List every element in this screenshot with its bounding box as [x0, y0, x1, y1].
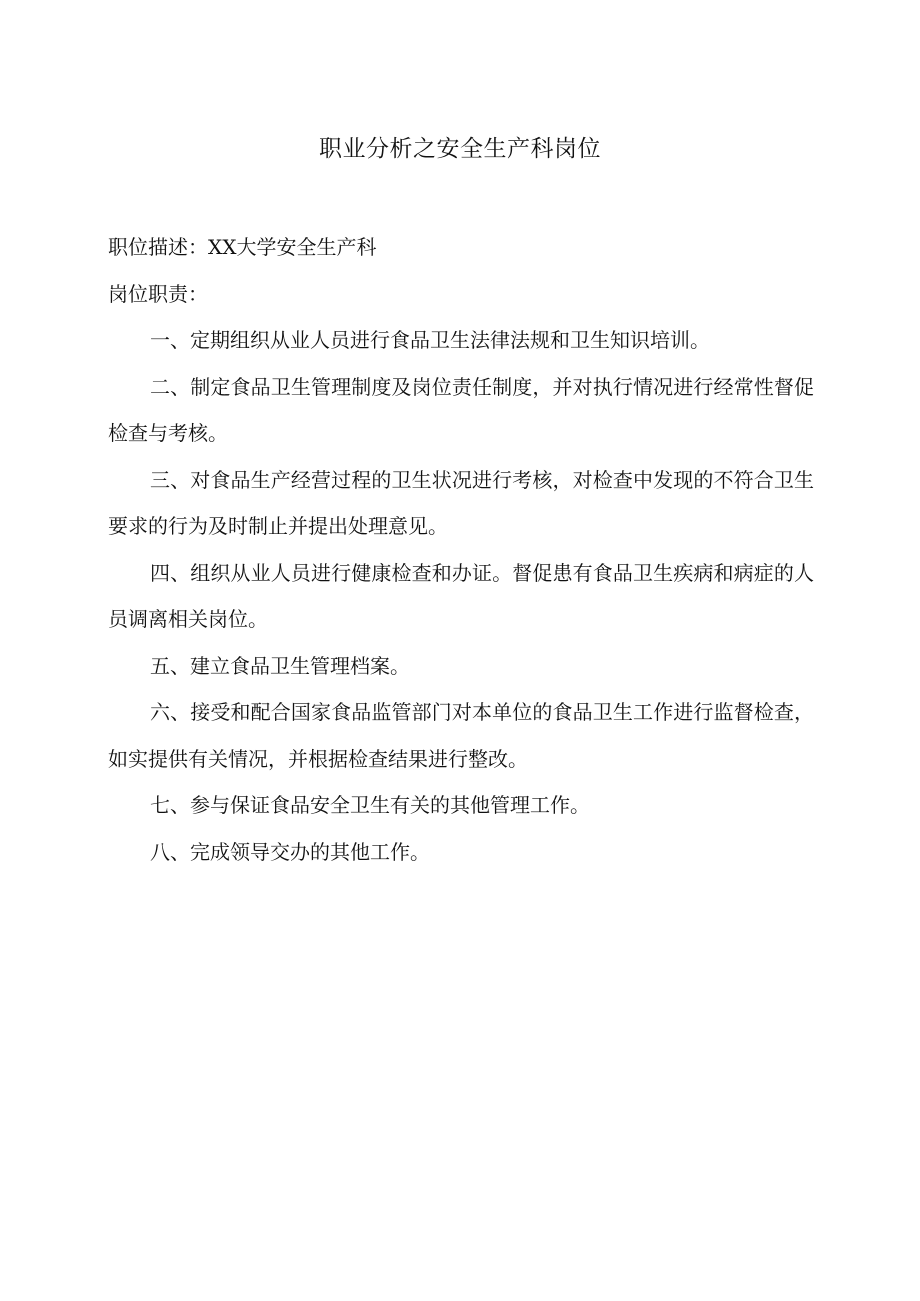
duty-item-3: 三、对食品生产经营过程的卫生状况进行考核，对检查中发现的不符合卫生要求的行为及时制止并提出处理意见。 [108, 467, 814, 538]
duty-item-6: 六、接受和配合国家食品监管部门对本单位的食品卫生工作进行监督检查，如实提供有关情况，并根据检查结果进行整改。 [108, 700, 814, 771]
duty-item-2: 二、制定食品卫生管理制度及岗位责任制度，并对执行情况进行经常性督促检查与考核。 [108, 374, 814, 445]
position-description: 职位描述：XX大学安全生产科 [108, 235, 377, 259]
responsibilities-heading: 岗位职责： [108, 281, 208, 306]
duty-item-5: 五、建立食品卫生管理档案。 [150, 653, 410, 678]
duty-item-1: 一、定期组织从业人员进行食品卫生法律法规和卫生知识培训。 [150, 328, 710, 352]
duty-item-8: 八、完成领导交办的其他工作。 [150, 839, 430, 864]
document-title: 职业分析之安全生产科岗位 [319, 136, 601, 162]
document-body [108, 224, 814, 875]
duty-item-4: 四、组织从业人员进行健康检查和办证。督促患有食品卫生疾病和病症的人员调离相关岗位。 [108, 560, 814, 631]
duty-item-7: 七、参与保证食品安全卫生有关的其他管理工作。 [150, 793, 590, 817]
